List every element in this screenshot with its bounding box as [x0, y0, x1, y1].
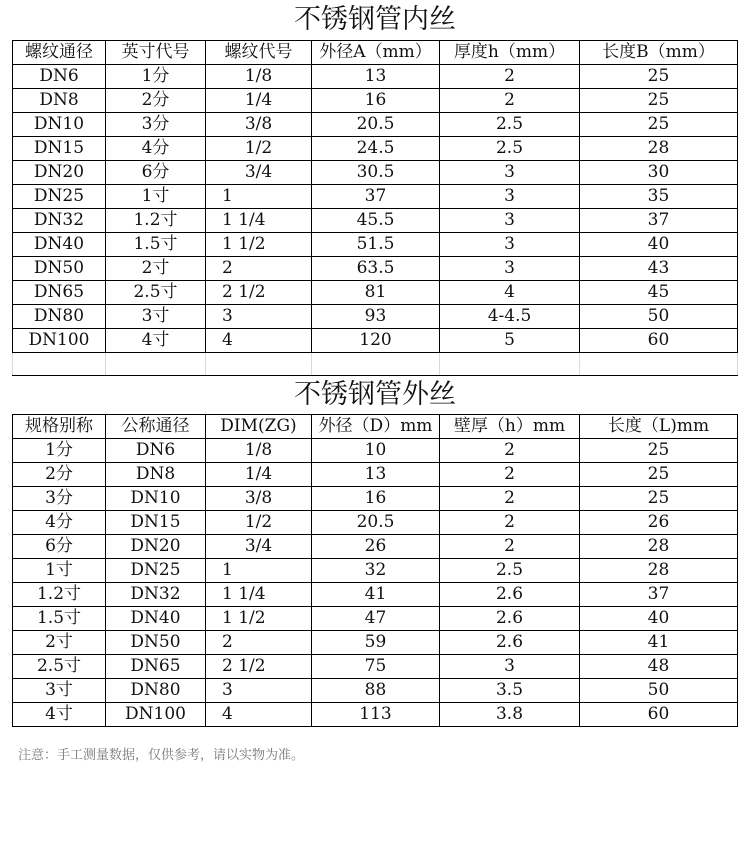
outer-cell: 3寸: [13, 679, 106, 703]
inner-cell: 1分: [106, 65, 206, 89]
table-row: [13, 463, 738, 487]
outer-cell: DN32: [106, 583, 206, 607]
outer-cell: 2: [440, 511, 580, 535]
table-row: [13, 535, 738, 559]
inner-cell: 37: [312, 185, 440, 209]
inner-cell: 93: [312, 305, 440, 329]
inner-cell: 1寸: [106, 185, 206, 209]
inner-cell: 1.5寸: [106, 233, 206, 257]
outer-cell: 20.5: [312, 511, 440, 535]
outer-cell: 28: [580, 535, 738, 559]
outer-cell: 4: [206, 703, 312, 727]
table-row: [13, 631, 738, 655]
outer-cell: 47: [312, 607, 440, 631]
inner-cell: DN6: [13, 65, 106, 89]
inner-cell: 24.5: [312, 137, 440, 161]
inner-cell: DN100: [13, 329, 106, 353]
outer-cell: 26: [580, 511, 738, 535]
table-row: [13, 329, 738, 353]
outer-cell: 4分: [13, 511, 106, 535]
outer-cell: 3/8: [206, 487, 312, 511]
inner-cell: 1/2: [206, 137, 312, 161]
inner-cell: 25: [580, 89, 738, 113]
table-row: [13, 137, 738, 161]
outer-cell: 26: [312, 535, 440, 559]
outer-cell: 2: [440, 439, 580, 463]
outer-cell: 2: [440, 463, 580, 487]
outer-cell: 2: [206, 631, 312, 655]
outer-cell: 2: [440, 487, 580, 511]
outer-thread-title: 不锈钢管外丝: [13, 376, 738, 415]
outer-title-row: [13, 376, 738, 415]
outer-cell: 2: [440, 535, 580, 559]
outer-cell: 25: [580, 487, 738, 511]
outer-cell: 2寸: [13, 631, 106, 655]
inner-cell: DN10: [13, 113, 106, 137]
inner-cell: 51.5: [312, 233, 440, 257]
table-row: [13, 703, 738, 727]
outer-cell: 6分: [13, 535, 106, 559]
outer-cell: 25: [580, 463, 738, 487]
inner-cell: 2: [440, 65, 580, 89]
inner-cell: 3: [440, 233, 580, 257]
outer-cell: 16: [312, 487, 440, 511]
outer-cell: 3: [440, 655, 580, 679]
inner-header-cell: 长度B（mm）: [580, 41, 738, 65]
outer-cell: 4寸: [13, 703, 106, 727]
outer-cell: 1寸: [13, 559, 106, 583]
outer-cell: DN6: [106, 439, 206, 463]
inner-cell: 30.5: [312, 161, 440, 185]
table-row: [13, 185, 738, 209]
inner-cell: 2: [440, 89, 580, 113]
outer-cell: DN65: [106, 655, 206, 679]
inner-header-cell: 厚度h（mm）: [440, 41, 580, 65]
inner-cell: 4: [206, 329, 312, 353]
outer-cell: 48: [580, 655, 738, 679]
outer-cell: 3: [206, 679, 312, 703]
inner-cell: DN32: [13, 209, 106, 233]
outer-cell: 40: [580, 607, 738, 631]
spec-sheet: [12, 0, 737, 727]
inner-cell: 81: [312, 281, 440, 305]
inner-cell: 40: [580, 233, 738, 257]
inner-cell: 3/8: [206, 113, 312, 137]
outer-cell: 3分: [13, 487, 106, 511]
outer-cell: 1: [206, 559, 312, 583]
outer-cell: 1分: [13, 439, 106, 463]
outer-cell: 2.6: [440, 631, 580, 655]
inner-cell: 3: [206, 305, 312, 329]
outer-cell: 2.6: [440, 583, 580, 607]
table-row: [13, 583, 738, 607]
outer-header-cell: 外径（D）mm: [312, 415, 440, 439]
outer-cell: DN15: [106, 511, 206, 535]
outer-cell: DN8: [106, 463, 206, 487]
table-row: [13, 439, 738, 463]
inner-cell: 120: [312, 329, 440, 353]
inner-cell: DN50: [13, 257, 106, 281]
inner-cell: 1 1/4: [206, 209, 312, 233]
outer-cell: 1 1/4: [206, 583, 312, 607]
inner-cell: DN65: [13, 281, 106, 305]
outer-cell: 41: [312, 583, 440, 607]
inner-cell: 3: [440, 257, 580, 281]
outer-cell: 13: [312, 463, 440, 487]
inner-cell: 16: [312, 89, 440, 113]
inner-cell: 4寸: [106, 329, 206, 353]
inner-cell: 63.5: [312, 257, 440, 281]
inner-header-row: [13, 41, 738, 65]
inner-cell: 5: [440, 329, 580, 353]
outer-cell: 88: [312, 679, 440, 703]
outer-cell: 2分: [13, 463, 106, 487]
inner-cell: 20.5: [312, 113, 440, 137]
inner-cell: 43: [580, 257, 738, 281]
spec-table: [12, 0, 738, 727]
outer-cell: 37: [580, 583, 738, 607]
table-row: [13, 233, 738, 257]
outer-cell: DN100: [106, 703, 206, 727]
inner-cell: DN20: [13, 161, 106, 185]
outer-cell: 75: [312, 655, 440, 679]
outer-header-cell: 公称通径: [106, 415, 206, 439]
inner-cell: 35: [580, 185, 738, 209]
inner-cell: 28: [580, 137, 738, 161]
outer-cell: 28: [580, 559, 738, 583]
inner-cell: 3寸: [106, 305, 206, 329]
outer-cell: DN80: [106, 679, 206, 703]
inner-cell: 3分: [106, 113, 206, 137]
inner-cell: 1: [206, 185, 312, 209]
inner-title-row: [13, 0, 738, 41]
inner-cell: 2分: [106, 89, 206, 113]
inner-cell: 2 1/2: [206, 281, 312, 305]
outer-cell: 1 1/2: [206, 607, 312, 631]
inner-cell: 2.5寸: [106, 281, 206, 305]
inner-cell: 50: [580, 305, 738, 329]
outer-cell: DN20: [106, 535, 206, 559]
table-row: [13, 487, 738, 511]
outer-cell: 2 1/2: [206, 655, 312, 679]
inner-cell: 30: [580, 161, 738, 185]
inner-header-cell: 螺纹通径: [13, 41, 106, 65]
inner-cell: 13: [312, 65, 440, 89]
table-row: [13, 655, 738, 679]
inner-cell: 25: [580, 65, 738, 89]
inner-cell: 3/4: [206, 161, 312, 185]
table-row: [13, 511, 738, 535]
outer-cell: 2.5寸: [13, 655, 106, 679]
outer-cell: 3.5: [440, 679, 580, 703]
outer-cell: 113: [312, 703, 440, 727]
inner-cell: 2寸: [106, 257, 206, 281]
outer-cell: 50: [580, 679, 738, 703]
inner-cell: 60: [580, 329, 738, 353]
inner-cell: 45: [580, 281, 738, 305]
table-row: [13, 607, 738, 631]
inner-cell: 37: [580, 209, 738, 233]
table-row: [13, 281, 738, 305]
inner-cell: 3: [440, 209, 580, 233]
inner-cell: 1.2寸: [106, 209, 206, 233]
inner-cell: 3: [440, 185, 580, 209]
outer-cell: DN50: [106, 631, 206, 655]
table-gap-row: [13, 353, 738, 376]
inner-cell: 3: [440, 161, 580, 185]
inner-cell: 25: [580, 113, 738, 137]
outer-cell: 10: [312, 439, 440, 463]
inner-cell: 45.5: [312, 209, 440, 233]
table-row: [13, 305, 738, 329]
outer-header-cell: 壁厚（h）mm: [440, 415, 580, 439]
table-row: [13, 559, 738, 583]
inner-cell: 6分: [106, 161, 206, 185]
outer-cell: 1.2寸: [13, 583, 106, 607]
inner-header-cell: 外径A（mm）: [312, 41, 440, 65]
inner-cell: 4: [440, 281, 580, 305]
inner-header-cell: 英寸代号: [106, 41, 206, 65]
inner-cell: 1/8: [206, 65, 312, 89]
table-row: [13, 65, 738, 89]
outer-cell: 1/4: [206, 463, 312, 487]
inner-cell: DN25: [13, 185, 106, 209]
table-row: [13, 161, 738, 185]
outer-cell: 25: [580, 439, 738, 463]
outer-cell: 1/8: [206, 439, 312, 463]
outer-cell: 60: [580, 703, 738, 727]
outer-header-cell: DIM(ZG): [206, 415, 312, 439]
inner-cell: 4分: [106, 137, 206, 161]
inner-cell: DN40: [13, 233, 106, 257]
table-row: [13, 209, 738, 233]
outer-cell: 1/2: [206, 511, 312, 535]
inner-cell: DN80: [13, 305, 106, 329]
inner-cell: 2: [206, 257, 312, 281]
table-row: [13, 113, 738, 137]
inner-cell: 1 1/2: [206, 233, 312, 257]
outer-cell: 3/4: [206, 535, 312, 559]
outer-cell: DN10: [106, 487, 206, 511]
table-row: [13, 257, 738, 281]
outer-cell: 1.5寸: [13, 607, 106, 631]
inner-cell: DN15: [13, 137, 106, 161]
outer-header-row: [13, 415, 738, 439]
table-row: [13, 679, 738, 703]
inner-header-cell: 螺纹代号: [206, 41, 312, 65]
disclaimer-note: 注意：手工测量数据，仅供参考，请以实物为准。: [18, 748, 305, 763]
outer-cell: 3.8: [440, 703, 580, 727]
outer-cell: 2.5: [440, 559, 580, 583]
outer-cell: 41: [580, 631, 738, 655]
inner-thread-title: 不锈钢管内丝: [13, 0, 738, 41]
outer-cell: DN40: [106, 607, 206, 631]
inner-cell: 2.5: [440, 113, 580, 137]
outer-header-cell: 长度（L)mm: [580, 415, 738, 439]
outer-cell: 2.6: [440, 607, 580, 631]
outer-cell: 59: [312, 631, 440, 655]
table-row: [13, 89, 738, 113]
outer-cell: DN25: [106, 559, 206, 583]
inner-cell: 1/4: [206, 89, 312, 113]
inner-cell: DN8: [13, 89, 106, 113]
outer-header-cell: 规格别称: [13, 415, 106, 439]
outer-cell: 32: [312, 559, 440, 583]
inner-cell: 2.5: [440, 137, 580, 161]
inner-cell: 4-4.5: [440, 305, 580, 329]
